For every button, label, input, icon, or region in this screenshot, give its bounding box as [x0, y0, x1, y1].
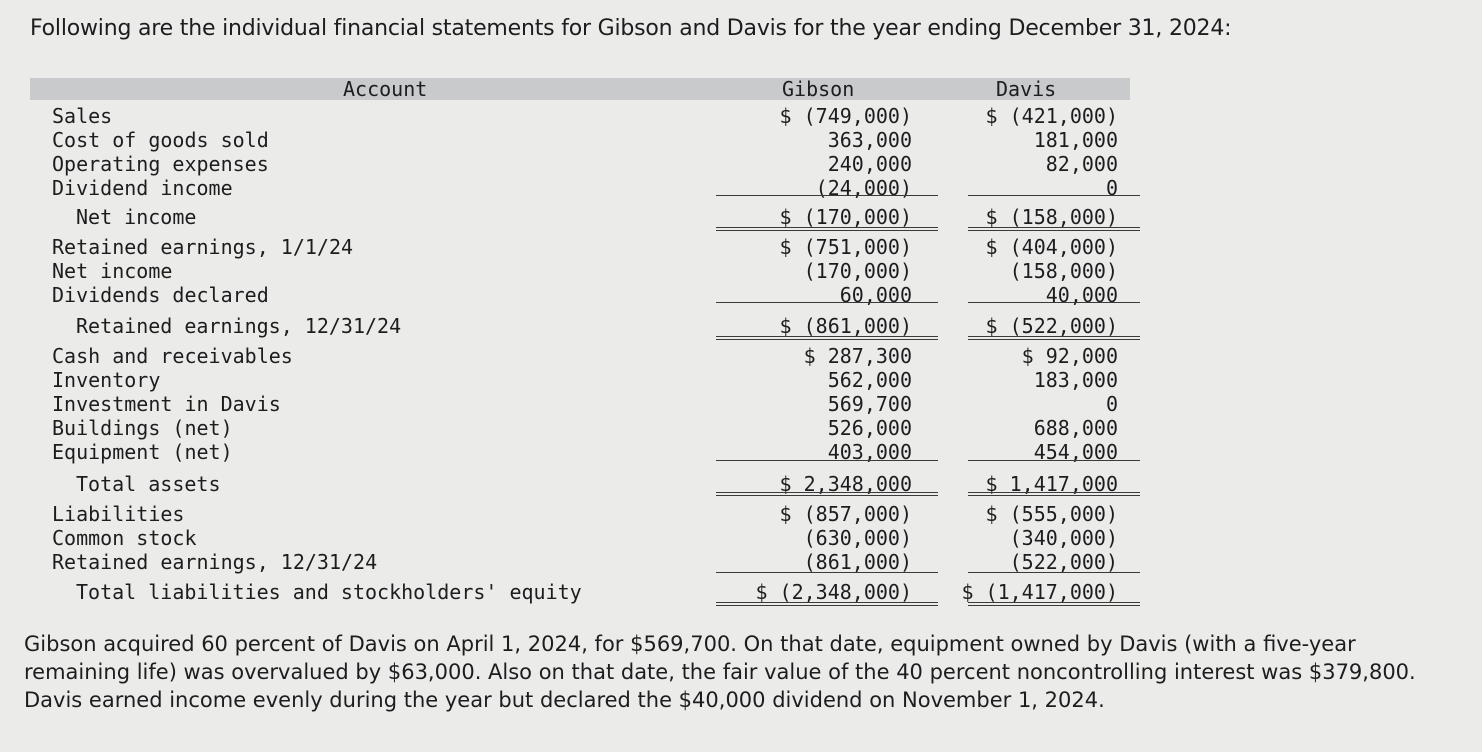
- gibson-value: 569,700: [827, 392, 912, 416]
- davis-value: $ 92,000: [1021, 344, 1118, 368]
- davis-value: $ 1,417,000: [985, 472, 1118, 496]
- total-double-rule: [716, 336, 938, 340]
- total-double-rule: [968, 227, 1140, 231]
- gibson-value: (24,000): [815, 176, 912, 200]
- total-double-rule: [716, 227, 938, 231]
- row-label: Cash and receivables: [52, 344, 293, 368]
- table-row: [30, 580, 1140, 604]
- davis-value: $ (1,417,000): [961, 580, 1118, 604]
- davis-value: $ (555,000): [985, 502, 1118, 526]
- gibson-value: 403,000: [827, 440, 912, 464]
- gibson-value: (170,000): [803, 259, 912, 283]
- davis-value: 82,000: [1045, 152, 1118, 176]
- davis-value: 688,000: [1033, 416, 1118, 440]
- table-row: [30, 368, 1140, 392]
- table-row: [30, 283, 1140, 307]
- davis-value: (340,000): [1009, 526, 1118, 550]
- row-label: Retained earnings, 1/1/24: [52, 235, 354, 259]
- subtotal-rule: [968, 302, 1140, 303]
- gibson-value: $ (861,000): [779, 314, 912, 338]
- subtotal-rule: [968, 572, 1140, 573]
- gibson-value: $ (751,000): [779, 235, 912, 259]
- gibson-value: 240,000: [827, 152, 912, 176]
- davis-value: $ (158,000): [985, 205, 1118, 229]
- account-column-header: Account: [343, 77, 428, 101]
- gibson-value: (630,000): [803, 526, 912, 550]
- davis-value: 40,000: [1045, 283, 1118, 307]
- table-row: [30, 104, 1140, 128]
- gibson-value: 526,000: [827, 416, 912, 440]
- gibson-column-header: Gibson: [782, 77, 855, 101]
- gibson-value: (861,000): [803, 550, 912, 574]
- subtotal-rule: [716, 460, 938, 461]
- row-label: Retained earnings, 12/31/24: [76, 314, 402, 338]
- total-double-rule: [716, 492, 938, 496]
- davis-value: 0: [1105, 176, 1118, 200]
- row-label: Cost of goods sold: [52, 128, 269, 152]
- davis-value: (522,000): [1009, 550, 1118, 574]
- row-label: Equipment (net): [52, 440, 233, 464]
- row-label: Liabilities: [52, 502, 185, 526]
- row-label: Net income: [76, 205, 197, 229]
- davis-column-header: Davis: [996, 77, 1057, 101]
- row-label: Dividends declared: [52, 283, 269, 307]
- table-row: [30, 128, 1140, 152]
- footer-line: Gibson acquired 60 percent of Davis on April 1, 2024, for $569,700. On that date, equipment owned by Davis (with a five-year: [24, 632, 1356, 656]
- davis-value: 454,000: [1033, 440, 1118, 464]
- row-label: Net income: [52, 259, 173, 283]
- table-row: [30, 259, 1140, 283]
- davis-value: $ (421,000): [985, 104, 1118, 128]
- table-row: [30, 314, 1140, 338]
- total-double-rule: [716, 602, 938, 606]
- footer-line: remaining life) was overvalued by $63,000. Also on that date, the fair value of the 40 percent noncontrolling interest was $379,800.: [24, 660, 1416, 684]
- problem-footer: [24, 630, 1416, 714]
- table-header-bar: [30, 78, 1130, 100]
- row-label: Total liabilities and stockholders' equity: [76, 580, 582, 604]
- row-label: Operating expenses: [52, 152, 269, 176]
- gibson-value: $ (749,000): [779, 104, 912, 128]
- row-label: Investment in Davis: [52, 392, 281, 416]
- row-label: Buildings (net): [52, 416, 233, 440]
- table-row: [30, 526, 1140, 550]
- total-double-rule: [968, 602, 1140, 606]
- row-label: Dividend income: [52, 176, 233, 200]
- total-double-rule: [968, 492, 1140, 496]
- gibson-value: 562,000: [827, 368, 912, 392]
- subtotal-rule: [716, 572, 938, 573]
- financial-statements-table: [30, 76, 1142, 612]
- table-row: [30, 392, 1140, 416]
- row-label: Total assets: [76, 472, 221, 496]
- total-double-rule: [968, 336, 1140, 340]
- table-row: [30, 550, 1140, 574]
- davis-value: 183,000: [1033, 368, 1118, 392]
- row-label: Inventory: [52, 368, 161, 392]
- table-row: [30, 152, 1140, 176]
- table-row: [30, 205, 1140, 229]
- subtotal-rule: [716, 302, 938, 303]
- table-row: [30, 502, 1140, 526]
- gibson-value: 363,000: [827, 128, 912, 152]
- gibson-value: 60,000: [839, 283, 912, 307]
- davis-value: $ (404,000): [985, 235, 1118, 259]
- gibson-value: $ 287,300: [803, 344, 912, 368]
- davis-value: 0: [1105, 392, 1118, 416]
- row-label: Retained earnings, 12/31/24: [52, 550, 378, 574]
- davis-value: $ (522,000): [985, 314, 1118, 338]
- subtotal-rule: [716, 195, 938, 196]
- gibson-value: $ (857,000): [779, 502, 912, 526]
- gibson-value: $ (2,348,000): [755, 580, 912, 604]
- davis-value: 181,000: [1033, 128, 1118, 152]
- row-label: Sales: [52, 104, 113, 128]
- row-label: Common stock: [52, 526, 197, 550]
- subtotal-rule: [968, 460, 1140, 461]
- gibson-value: $ 2,348,000: [779, 472, 912, 496]
- table-row: [30, 235, 1140, 259]
- gibson-value: $ (170,000): [779, 205, 912, 229]
- table-row: [30, 416, 1140, 440]
- davis-value: (158,000): [1009, 259, 1118, 283]
- table-row: [30, 176, 1140, 200]
- table-row: [30, 344, 1140, 368]
- problem-heading: Following are the individual financial statements for Gibson and Davis for the year ending December 31, 2024:: [30, 16, 1232, 41]
- subtotal-rule: [968, 195, 1140, 196]
- footer-line: Davis earned income evenly during the year but declared the $40,000 dividend on November 1, 2024.: [24, 688, 1105, 712]
